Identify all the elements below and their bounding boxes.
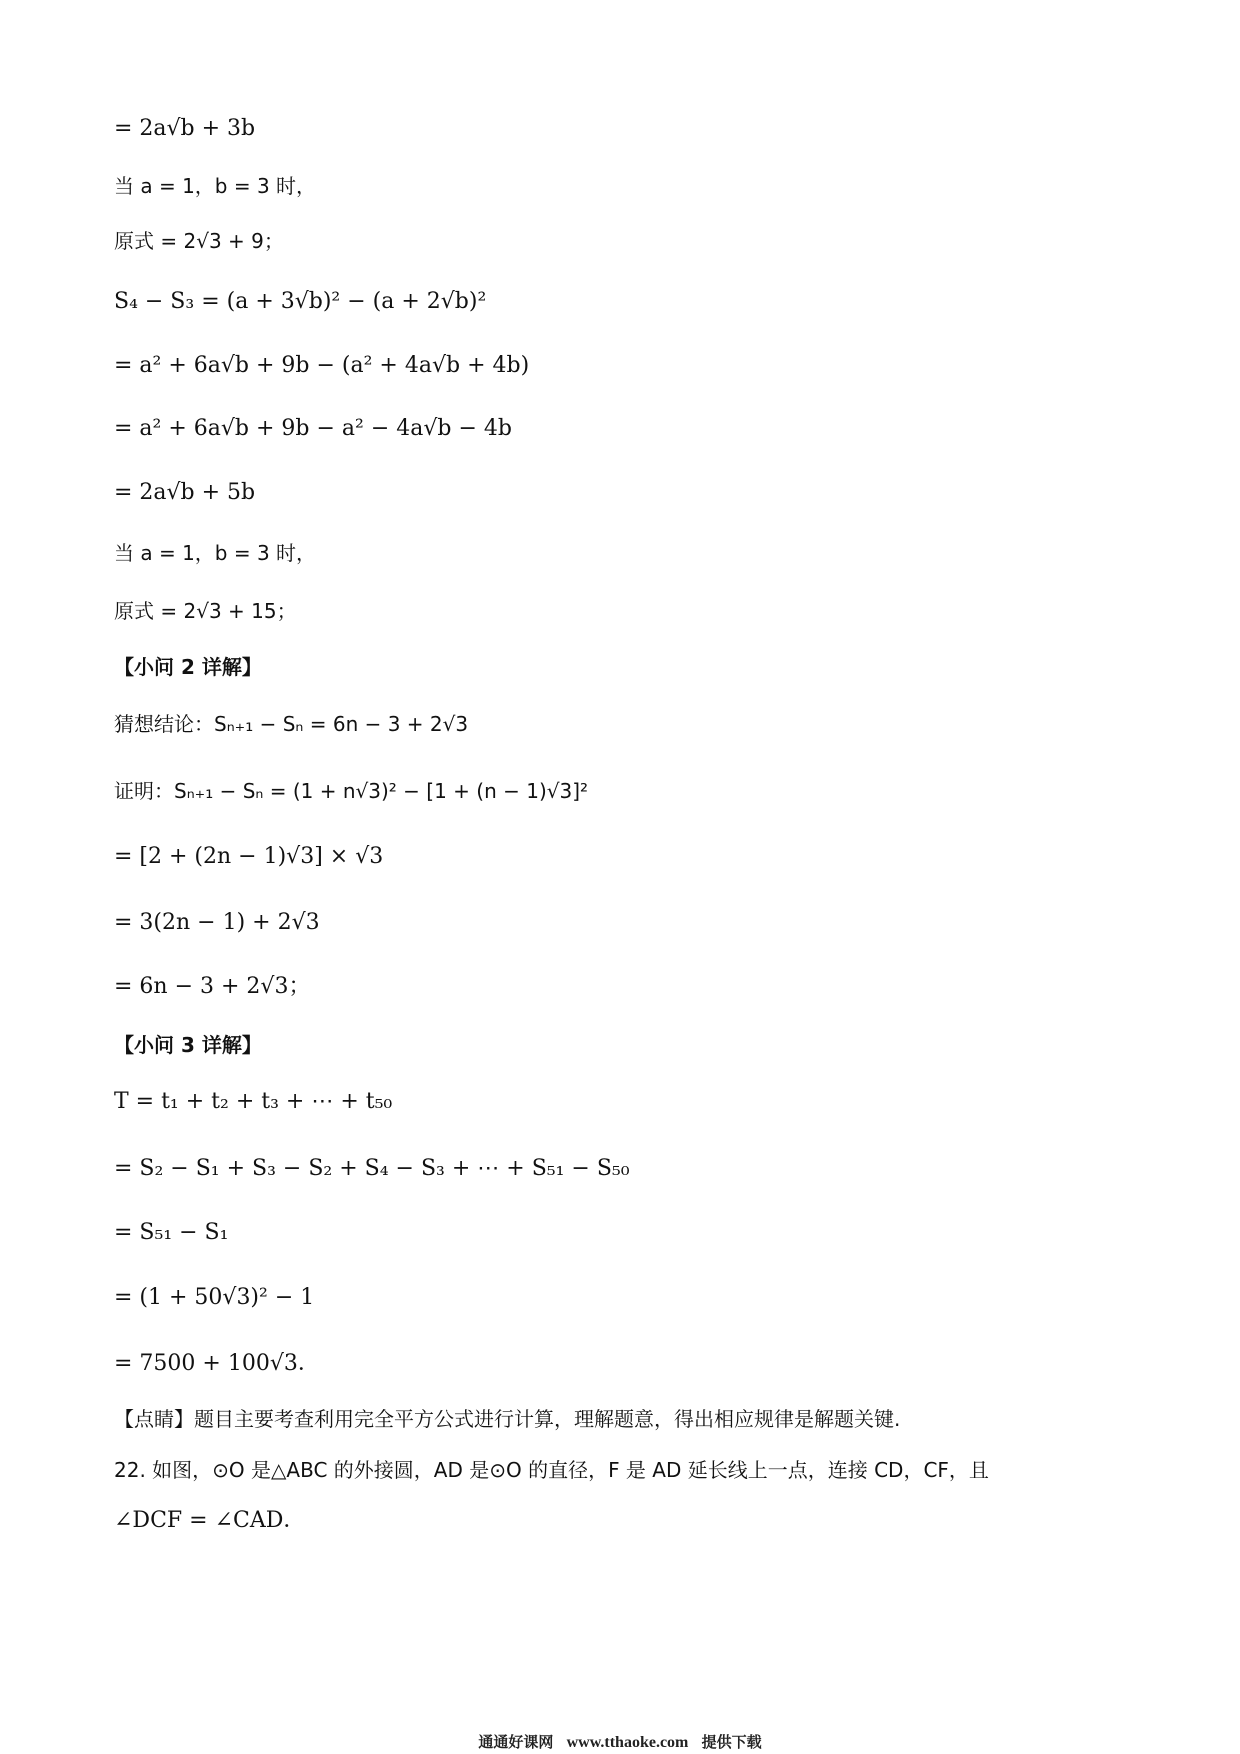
result-line-1: 原式 = 2√3 + 9； <box>114 229 284 253</box>
conjecture-line: 猜想结论：Sₙ₊₁ − Sₙ = 6n − 3 + 2√3 <box>114 712 469 736</box>
footer-download-text: 提供下载 <box>701 1733 762 1751</box>
condition-line-2: 当 a = 1，b = 3 时， <box>114 541 317 565</box>
equation-line-4: = a² + 6a√b + 9b − a² − 4a√b − 4b <box>114 416 512 441</box>
page-footer <box>0 1731 1240 1752</box>
question-22-line-2: ∠DCF = ∠CAD． <box>114 1508 306 1533</box>
sum-line-3: = S₅₁ − S₁ <box>114 1220 229 1245</box>
equation-line-3: = a² + 6a√b + 9b − (a² + 4a√b + 4b) <box>114 353 530 378</box>
sum-line-4: = (1 + 50√3)² − 1 <box>114 1285 315 1310</box>
sum-line-1: T = t₁ + t₂ + t₃ + ⋯ + t₅₀ <box>114 1089 393 1114</box>
footer-site-name: 通通好课网 <box>478 1733 554 1751</box>
proof-line-1: 证明：Sₙ₊₁ − Sₙ = (1 + n√3)² − [1 + (n − 1)√3]² <box>114 779 589 803</box>
comment-line: 【点睛】题目主要考查利用完全平方公式进行计算，理解题意，得出相应规律是解题关键. <box>114 1407 901 1431</box>
sum-line-5: = 7500 + 100√3． <box>114 1351 320 1376</box>
section-heading-2: 【小问 2 详解】 <box>114 655 262 679</box>
footer-url: www.tthaoke.com <box>566 1734 689 1751</box>
condition-line-1: 当 a = 1，b = 3 时， <box>114 174 317 198</box>
proof-line-3: = 3(2n − 1) + 2√3 <box>114 910 320 935</box>
equation-line-2: S₄ − S₃ = (a + 3√b)² − (a + 2√b)² <box>114 289 487 314</box>
sum-line-2: = S₂ − S₁ + S₃ − S₂ + S₄ − S₃ + ⋯ + S₅₁ − S₅₀ <box>114 1156 630 1181</box>
equation-line-5: = 2a√b + 5b <box>114 480 256 505</box>
proof-line-2: = [2 + (2n − 1)√3] × √3 <box>114 844 384 869</box>
section-heading-3: 【小问 3 详解】 <box>114 1033 262 1057</box>
proof-line-4: = 6n − 3 + 2√3； <box>114 974 311 999</box>
equation-line-1: = 2a√b + 3b <box>114 116 256 141</box>
question-22-line-1: 22. 如图，⊙O 是△ABC 的外接圆，AD 是⊙O 的直径，F 是 AD 延长线上一点，连接 CD，CF，且 <box>114 1458 989 1482</box>
result-line-2: 原式 = 2√3 + 15； <box>114 599 297 623</box>
